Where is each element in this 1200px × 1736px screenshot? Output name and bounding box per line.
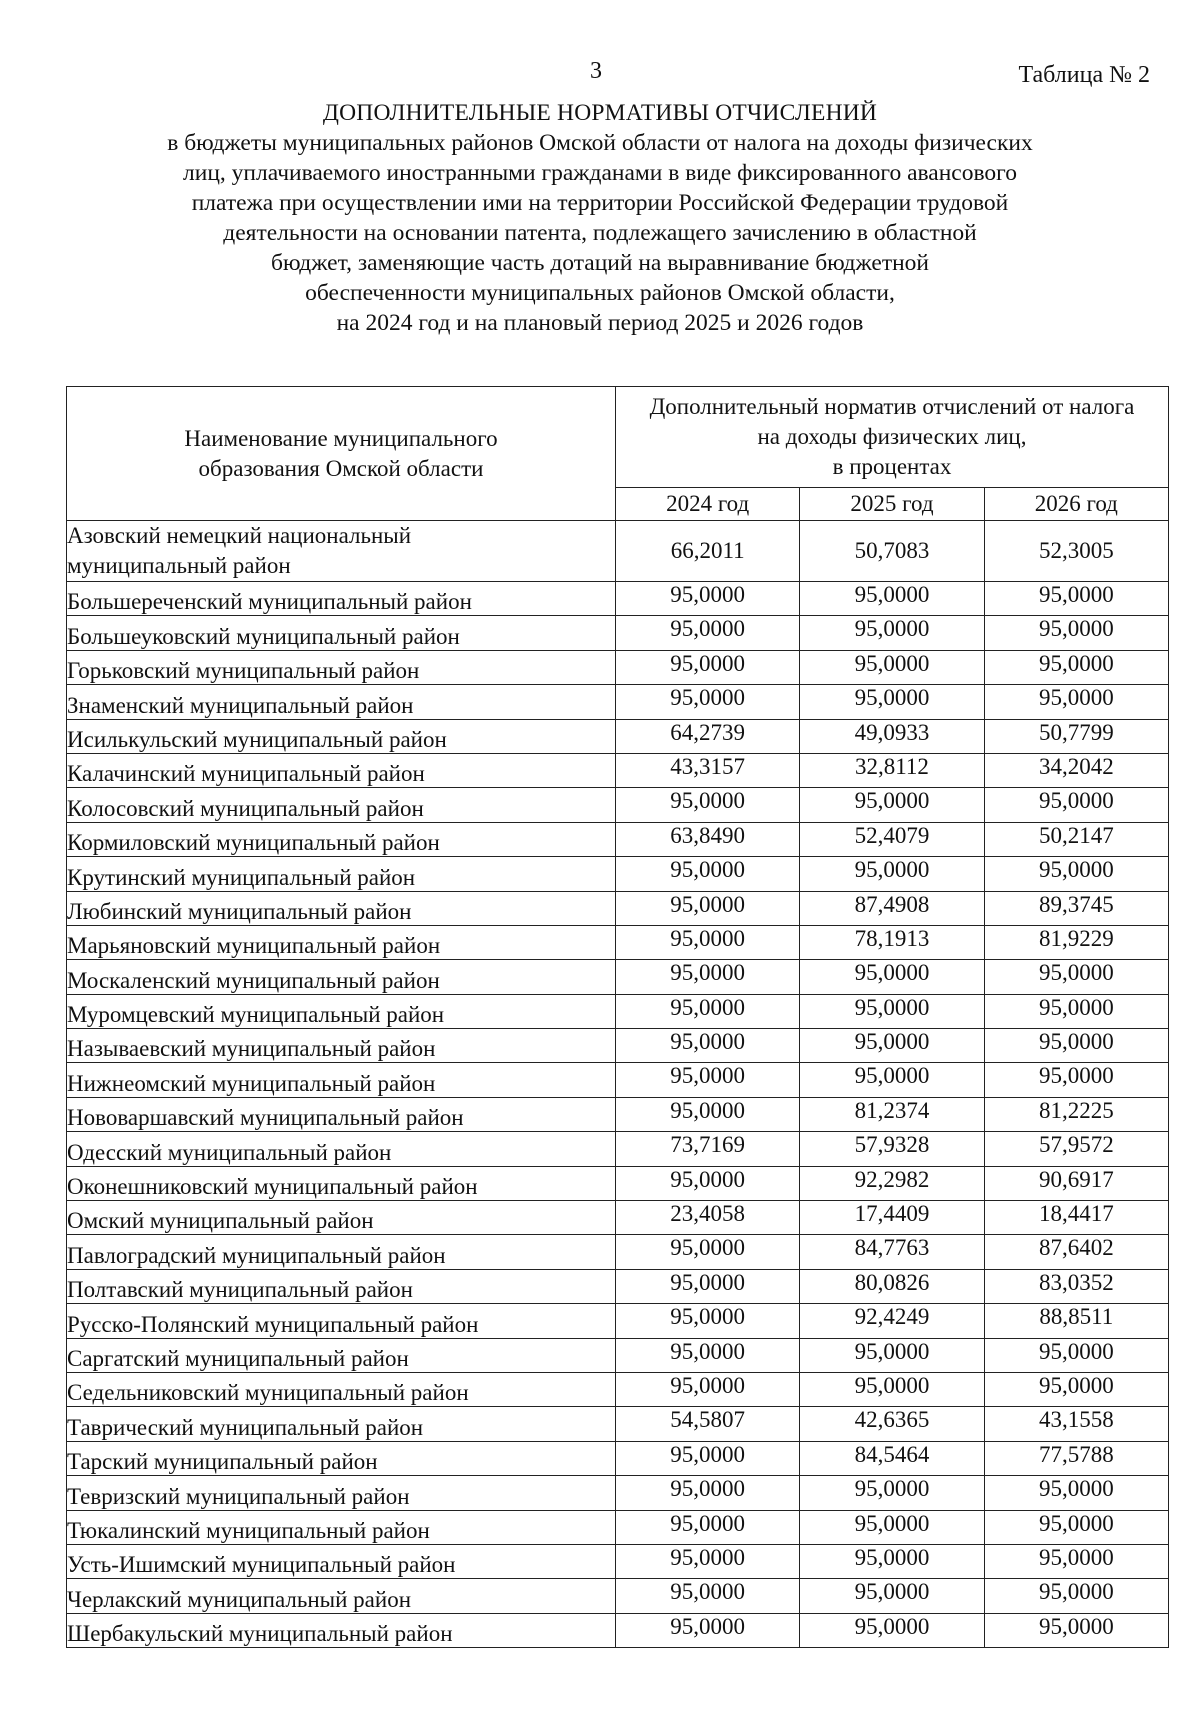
value-2025: 52,4079	[800, 822, 984, 856]
value-2024: 95,0000	[615, 650, 799, 684]
value-2026: 95,0000	[984, 788, 1168, 822]
value-2024: 73,7169	[615, 1132, 799, 1166]
table-row	[67, 1338, 1169, 1372]
value-2024: 54,5807	[615, 1407, 799, 1441]
value-2024: 66,2011	[615, 521, 799, 582]
value-2026: 95,0000	[984, 1338, 1168, 1372]
table-row	[67, 1544, 1169, 1578]
year-header: 2025 год	[800, 488, 984, 521]
table-label: Таблица № 2	[1018, 62, 1150, 88]
value-2024: 95,0000	[615, 582, 799, 616]
table-row	[67, 1097, 1169, 1131]
document-heading	[100, 98, 1100, 338]
table-row	[67, 521, 1169, 582]
value-2024: 63,8490	[615, 822, 799, 856]
title-line-6: обеспеченности муниципальных районов Омской области,	[305, 280, 895, 306]
table-row	[67, 685, 1169, 719]
value-2024: 95,0000	[615, 1441, 799, 1475]
value-2025: 50,7083	[800, 521, 984, 582]
table-header-row	[67, 387, 1169, 488]
district-name: Тюкалинский муниципальный район	[67, 1510, 616, 1544]
district-name: Большеуковский муниципальный район	[67, 616, 616, 650]
value-2025: 32,8112	[800, 753, 984, 787]
title-line-4: деятельности на основании патента, подлежащего зачислению в областной	[223, 220, 977, 246]
district-name: Усть-Ишимский муниципальный район	[67, 1544, 616, 1578]
value-2024: 95,0000	[615, 1029, 799, 1063]
value-2024: 95,0000	[615, 1269, 799, 1303]
table-row	[67, 1304, 1169, 1338]
value-2025: 95,0000	[800, 1063, 984, 1097]
district-name: Крутинский муниципальный район	[67, 857, 616, 891]
value-2024: 95,0000	[615, 1166, 799, 1200]
value-2025: 95,0000	[800, 1510, 984, 1544]
value-2025: 95,0000	[800, 1338, 984, 1372]
header-name-line: образования Омской области	[198, 455, 484, 481]
value-2025: 95,0000	[800, 650, 984, 684]
value-2024: 95,0000	[615, 1338, 799, 1372]
value-2025: 80,0826	[800, 1269, 984, 1303]
table-row	[67, 616, 1169, 650]
value-2026: 95,0000	[984, 616, 1168, 650]
table-row	[67, 650, 1169, 684]
table-row	[67, 1063, 1169, 1097]
value-2025: 95,0000	[800, 1613, 984, 1647]
value-2025: 84,5464	[800, 1441, 984, 1475]
value-2024: 95,0000	[615, 1372, 799, 1406]
district-name: Черлакский муниципальный район	[67, 1579, 616, 1613]
header-group-line: на доходы физических лиц,	[757, 424, 1027, 449]
district-name: Тарский муниципальный район	[67, 1441, 616, 1475]
value-2024: 95,0000	[615, 857, 799, 891]
value-2024: 23,4058	[615, 1201, 799, 1235]
value-2024: 95,0000	[615, 1097, 799, 1131]
value-2024: 95,0000	[615, 1613, 799, 1647]
table-row	[67, 891, 1169, 925]
title-line-5: бюджет, заменяющие часть дотаций на выравнивание бюджетной	[270, 250, 930, 276]
table-row	[67, 582, 1169, 616]
table-row	[67, 1407, 1169, 1441]
district-name: Горьковский муниципальный район	[67, 650, 616, 684]
value-2025: 78,1913	[800, 925, 984, 959]
page-number: 3	[590, 58, 602, 84]
value-2026: 43,1558	[984, 1407, 1168, 1441]
value-2025: 49,0933	[800, 719, 984, 753]
district-name: Нововаршавский муниципальный район	[67, 1097, 616, 1131]
value-2025: 95,0000	[800, 616, 984, 650]
value-2024: 95,0000	[615, 1510, 799, 1544]
district-name: Полтавский муниципальный район	[67, 1269, 616, 1303]
value-2024: 95,0000	[615, 616, 799, 650]
district-name-line: муниципальный район	[67, 553, 291, 578]
table-row	[67, 1269, 1169, 1303]
value-2026: 95,0000	[984, 857, 1168, 891]
district-name: Кормиловский муниципальный район	[67, 822, 616, 856]
value-2025: 92,4249	[800, 1304, 984, 1338]
year-header: 2026 год	[984, 488, 1168, 521]
header-group-line: в процентах	[832, 454, 952, 479]
district-name: Павлоградский муниципальный район	[67, 1235, 616, 1269]
value-2024: 95,0000	[615, 1544, 799, 1578]
value-2026: 50,2147	[984, 822, 1168, 856]
value-2024: 95,0000	[615, 685, 799, 719]
district-name: Шербакульский муниципальный район	[67, 1613, 616, 1647]
district-name: Колосовский муниципальный район	[67, 788, 616, 822]
value-2026: 34,2042	[984, 753, 1168, 787]
district-name: Муромцевский муниципальный район	[67, 994, 616, 1028]
table-row	[67, 753, 1169, 787]
table-row	[67, 1132, 1169, 1166]
value-2025: 87,4908	[800, 891, 984, 925]
district-name: Русско-Полянский муниципальный район	[67, 1304, 616, 1338]
district-name: Большереченский муниципальный район	[67, 582, 616, 616]
title-line-0: ДОПОЛНИТЕЛЬНЫЕ НОРМАТИВЫ ОТЧИСЛЕНИЙ	[322, 100, 878, 126]
district-name: Оконешниковский муниципальный район	[67, 1166, 616, 1200]
value-2025: 95,0000	[800, 1476, 984, 1510]
district-name: Называевский муниципальный район	[67, 1029, 616, 1063]
value-2026: 88,8511	[984, 1304, 1168, 1338]
value-2025: 95,0000	[800, 994, 984, 1028]
value-2024: 95,0000	[615, 925, 799, 959]
table-row	[67, 1166, 1169, 1200]
value-2025: 57,9328	[800, 1132, 984, 1166]
value-2025: 95,0000	[800, 1029, 984, 1063]
table-row	[67, 1510, 1169, 1544]
value-2026: 95,0000	[984, 1063, 1168, 1097]
title-line-2: лиц, уплачиваемого иностранными гражданами в виде фиксированного авансового	[183, 160, 1017, 186]
value-2024: 95,0000	[615, 1304, 799, 1338]
table-row	[67, 1613, 1169, 1647]
table-row	[67, 960, 1169, 994]
title-line-3: платежа при осуществлении ими на территории Российской Федерации трудовой	[191, 190, 1009, 216]
value-2026: 95,0000	[984, 1544, 1168, 1578]
district-name	[67, 521, 616, 582]
value-2025: 95,0000	[800, 685, 984, 719]
table-row	[67, 1372, 1169, 1406]
value-2026: 87,6402	[984, 1235, 1168, 1269]
value-2025: 95,0000	[800, 960, 984, 994]
table-row	[67, 925, 1169, 959]
header-group-line: Дополнительный норматив отчислений от налога	[649, 394, 1135, 419]
title-line-7: на 2024 год и на плановый период 2025 и 2026 годов	[336, 310, 864, 336]
district-name: Седельниковский муниципальный район	[67, 1372, 616, 1406]
table-row	[67, 822, 1169, 856]
district-name: Нижнеомский муниципальный район	[67, 1063, 616, 1097]
value-2025: 92,2982	[800, 1166, 984, 1200]
value-2026: 95,0000	[984, 1476, 1168, 1510]
value-2026: 89,3745	[984, 891, 1168, 925]
district-name: Омский муниципальный район	[67, 1201, 616, 1235]
value-2026: 95,0000	[984, 960, 1168, 994]
table-row	[67, 1235, 1169, 1269]
value-2024: 95,0000	[615, 1579, 799, 1613]
value-2026: 81,2225	[984, 1097, 1168, 1131]
district-name: Знаменский муниципальный район	[67, 685, 616, 719]
table-row	[67, 857, 1169, 891]
district-name: Любинский муниципальный район	[67, 891, 616, 925]
header-name-cell	[67, 387, 616, 521]
value-2026: 81,9229	[984, 925, 1168, 959]
value-2025: 42,6365	[800, 1407, 984, 1441]
value-2026: 57,9572	[984, 1132, 1168, 1166]
value-2026: 83,0352	[984, 1269, 1168, 1303]
district-name: Москаленский муниципальный район	[67, 960, 616, 994]
value-2026: 95,0000	[984, 1613, 1168, 1647]
value-2026: 95,0000	[984, 1579, 1168, 1613]
table-row	[67, 1441, 1169, 1475]
value-2026: 77,5788	[984, 1441, 1168, 1475]
table-row	[67, 1476, 1169, 1510]
value-2026: 95,0000	[984, 582, 1168, 616]
value-2026: 50,7799	[984, 719, 1168, 753]
header-name-line: Наименование муниципального	[184, 425, 498, 451]
district-name: Тевризский муниципальный район	[67, 1476, 616, 1510]
district-name: Исилькульский муниципальный район	[67, 719, 616, 753]
value-2026: 18,4417	[984, 1201, 1168, 1235]
value-2025: 17,4409	[800, 1201, 984, 1235]
table-row	[67, 719, 1169, 753]
value-2026: 95,0000	[984, 1029, 1168, 1063]
value-2025: 95,0000	[800, 788, 984, 822]
value-2024: 95,0000	[615, 1476, 799, 1510]
value-2024: 95,0000	[615, 1063, 799, 1097]
value-2025: 84,7763	[800, 1235, 984, 1269]
value-2026: 95,0000	[984, 1372, 1168, 1406]
value-2024: 95,0000	[615, 891, 799, 925]
value-2025: 95,0000	[800, 1372, 984, 1406]
value-2026: 95,0000	[984, 994, 1168, 1028]
header-group-cell	[615, 387, 1168, 488]
value-2024: 43,3157	[615, 753, 799, 787]
district-name: Саргатский муниципальный район	[67, 1338, 616, 1372]
value-2025: 95,0000	[800, 582, 984, 616]
district-name: Одесский муниципальный район	[67, 1132, 616, 1166]
value-2024: 64,2739	[615, 719, 799, 753]
value-2024: 95,0000	[615, 960, 799, 994]
norms-table	[66, 386, 1169, 1648]
district-name: Марьяновский муниципальный район	[67, 925, 616, 959]
value-2025: 95,0000	[800, 1544, 984, 1578]
district-name: Калачинский муниципальный район	[67, 753, 616, 787]
value-2024: 95,0000	[615, 788, 799, 822]
value-2026: 95,0000	[984, 650, 1168, 684]
table-row	[67, 994, 1169, 1028]
value-2025: 81,2374	[800, 1097, 984, 1131]
title-line-1: в бюджеты муниципальных районов Омской области от налога на доходы физических	[167, 130, 1033, 156]
table-row	[67, 788, 1169, 822]
value-2026: 90,6917	[984, 1166, 1168, 1200]
district-name-line: Азовский немецкий национальный	[67, 523, 412, 548]
table-row	[67, 1201, 1169, 1235]
value-2026: 95,0000	[984, 1510, 1168, 1544]
district-name: Таврический муниципальный район	[67, 1407, 616, 1441]
value-2026: 95,0000	[984, 685, 1168, 719]
value-2024: 95,0000	[615, 1235, 799, 1269]
value-2024: 95,0000	[615, 994, 799, 1028]
value-2026: 52,3005	[984, 521, 1168, 582]
value-2025: 95,0000	[800, 857, 984, 891]
value-2025: 95,0000	[800, 1579, 984, 1613]
table-row	[67, 1029, 1169, 1063]
year-header: 2024 год	[615, 488, 799, 521]
table-body	[67, 521, 1169, 1648]
table-row	[67, 1579, 1169, 1613]
